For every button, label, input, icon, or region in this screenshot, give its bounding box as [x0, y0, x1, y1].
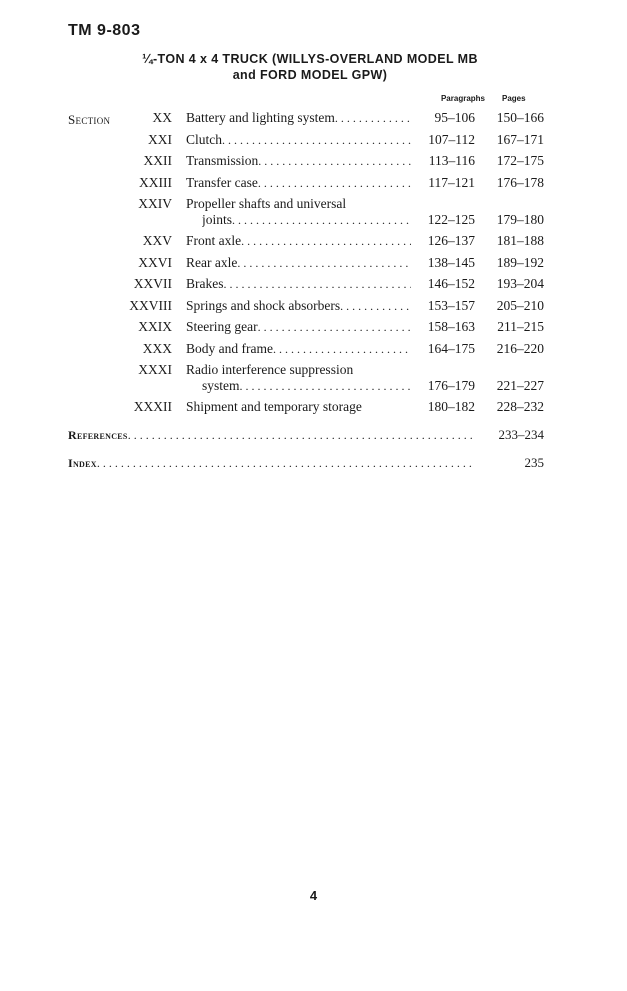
paragraph-range: 138–145	[427, 255, 475, 270]
section-title: Steering gear	[186, 319, 258, 334]
section-title: Shipment and temporary storage	[186, 399, 362, 414]
section-title: Battery and lighting system	[186, 110, 335, 125]
section-title: system	[202, 378, 240, 393]
paragraph-range: 146–152	[427, 276, 475, 291]
section-number: XX	[152, 110, 172, 125]
section-number: XXX	[142, 341, 172, 356]
page-range: 150–166	[496, 110, 544, 125]
pages-column-header: Pages	[502, 94, 526, 103]
paragraph-range: 126–137	[427, 233, 475, 248]
paragraph-range: 180–182	[427, 399, 475, 414]
page-range: 193–204	[496, 276, 544, 291]
section-label: Section	[68, 112, 111, 127]
section-number: XXVII	[133, 276, 172, 291]
paragraph-range: 176–179	[427, 378, 475, 393]
page-range: 228–232	[496, 399, 544, 414]
paragraph-range: 95–106	[434, 110, 475, 125]
section-number: XXIII	[139, 175, 172, 190]
section-title: Transmission	[186, 153, 259, 168]
paragraph-range: 117–121	[428, 175, 475, 190]
index-entry	[68, 455, 544, 473]
section-title: Body and frame	[186, 341, 273, 356]
references-entry	[68, 427, 544, 445]
paragraphs-column-header: Paragraphs	[440, 94, 485, 103]
section-title: Front axle	[186, 233, 242, 248]
section-title: Transfer case	[186, 175, 258, 190]
page-range: 176–178	[496, 175, 544, 190]
paragraph-range: 153–157	[427, 298, 475, 313]
references-label: References	[68, 428, 128, 442]
paragraph-range: 164–175	[427, 341, 475, 356]
section-title: Rear axle	[186, 255, 238, 270]
section-number: XXIV	[138, 196, 172, 211]
section-number: XXXII	[133, 399, 172, 414]
page-range: 189–192	[496, 255, 544, 270]
paragraph-range: 158–163	[427, 319, 475, 334]
section-number: XXV	[142, 233, 172, 248]
page-number: 4	[309, 888, 318, 903]
page-range: 235	[524, 455, 544, 470]
page-range: 233–234	[498, 427, 544, 442]
paragraph-range: 107–112	[428, 132, 475, 147]
page-range: 211–215	[497, 319, 544, 334]
page-range: 216–220	[496, 341, 544, 356]
section-number: XXII	[143, 153, 172, 168]
document-title-line2: and FORD MODEL GPW)	[232, 68, 388, 82]
section-number: XXIX	[138, 319, 172, 334]
paragraph-range: 122–125	[427, 212, 475, 227]
index-label: Index	[68, 456, 97, 470]
page-range: 181–188	[496, 233, 544, 248]
paragraph-range: 113–116	[428, 153, 475, 168]
page-range: 205–210	[496, 298, 544, 313]
section-title-line1: Radio interference suppression	[186, 362, 354, 377]
section-number: XXVI	[138, 255, 172, 270]
section-number: XXXI	[138, 362, 172, 377]
section-number: XXI	[148, 132, 172, 147]
page-range: 172–175	[496, 153, 544, 168]
section-title: Springs and shock absorbers	[186, 298, 341, 313]
section-title: Clutch	[186, 132, 222, 147]
section-title: Brakes	[186, 276, 224, 291]
document-title-line1: ¼-TON 4 x 4 TRUCK (WILLYS-OVERLAND MODEL MB	[142, 52, 478, 66]
section-number: XXVIII	[129, 298, 172, 313]
section-title-line1: Propeller shafts and universal	[186, 196, 347, 211]
page-range: 221–227	[496, 378, 544, 393]
page-range: 167–171	[496, 132, 544, 147]
section-title: joints	[202, 212, 233, 227]
page-range: 179–180	[496, 212, 544, 227]
tm-number: TM 9-803	[68, 22, 141, 39]
